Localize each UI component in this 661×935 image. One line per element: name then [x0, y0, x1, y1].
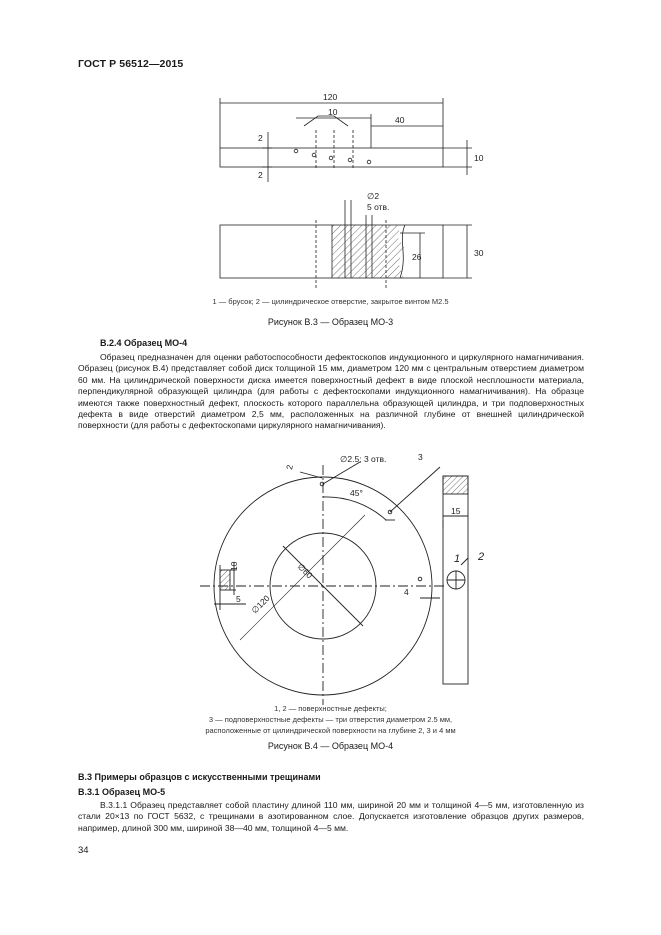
- figure-b4-legend-line-2: 3 — подповерхностные дефекты — три отверстия диаметром 2.5 мм,: [208, 715, 453, 724]
- dim-30: 30: [474, 248, 484, 258]
- dim-10: 10: [229, 561, 239, 571]
- section-b31-heading: В.3.1 Образец МО-5: [78, 787, 166, 797]
- section-b3-text: В.3.1.1 Образец представляет собой пластину длиной 110 мм, шириной 20 мм и толщиной 4—5 мм, изготовленную из стали 20×13 по ГОСТ 5632, с трещинами в азотированном слое. Допускается изготовление образцов других размеров, например, длиной 300 мм, шириной 38—40 мм, толщиной 4—5 мм.: [78, 800, 584, 833]
- section-b24-heading: В.2.4 Образец МО-4: [100, 338, 188, 348]
- dim-angle: 45°: [350, 488, 363, 498]
- section-b24-text: Образец предназначен для оценки работоспособности дефектоскопов индукционного и циркулярного намагничивания. Образец (рисунок В.4) представляет собой диск толщиной 15 мм, диаметром 120 мм с центральным отверстием диаметром 60 мм. На цилиндрической поверхности диска имеется поверхностный дефект в виде плоской несплошности материала, перпендикулярной образующей цилиндра (для работы с дефектоскопами индукционного намагничивания). На образце имеются также поверхностный дефект, плоскость которого параллельна образующей цилиндра, и три подповерхностных дефекта в виде отверстий диаметром 2,5 мм, расположенных на различной глубине от внешней цилиндрической поверхности (для работы с дефектоскопами циркулярного намагничивания).: [78, 352, 584, 431]
- section-b3-heading: В.3 Примеры образцов с искусственными трещинами: [78, 772, 321, 782]
- dim-inner: ∅60: [295, 561, 315, 581]
- section-b3-paragraph: [78, 800, 584, 834]
- page-number: 34: [78, 845, 89, 856]
- figure-b3-legend: 1 — брусок; 2 — цилиндрическое отверстие, закрытое винтом М2.5: [212, 297, 449, 306]
- dim-120: 120: [323, 92, 338, 102]
- dim-15: 15: [451, 506, 461, 516]
- dim-outer: ∅120: [249, 593, 272, 616]
- figure-b4-legend: [0, 703, 661, 736]
- figure-b4-legend-line-1: 1, 2 — поверхностные дефекты;: [274, 704, 387, 713]
- dim-2: 2: [284, 463, 295, 471]
- figure-b4-caption: Рисунок В.4 — Образец МО-4: [267, 741, 394, 751]
- dim-40: 40: [395, 115, 405, 125]
- label-2: 2: [478, 551, 485, 563]
- dim-diam: ∅2: [367, 191, 380, 201]
- label-1: 1: [454, 553, 461, 565]
- dim-left-top: 2: [258, 133, 263, 143]
- dim-left-bottom: 2: [258, 170, 263, 180]
- label-3: 3: [418, 452, 423, 462]
- figure-b3-caption: Рисунок В.3 — Образец МО-3: [267, 317, 394, 327]
- dim-26: 26: [412, 252, 422, 262]
- dim-holes: 5 отв.: [367, 202, 390, 212]
- document-header: ГОСТ Р 56512—2015: [78, 58, 184, 70]
- dim-height-10: 10: [474, 153, 484, 163]
- figure-b4-legend-line-3: расположенные от цилиндрической поверхности на глубине 2, 3 и 4 мм: [205, 726, 456, 735]
- dim-5: 5: [236, 594, 241, 604]
- dim-10: 10: [328, 107, 338, 117]
- dim-4: 4: [404, 587, 409, 597]
- dim-holes-b4: ∅2.5; 3 отв.: [340, 454, 387, 464]
